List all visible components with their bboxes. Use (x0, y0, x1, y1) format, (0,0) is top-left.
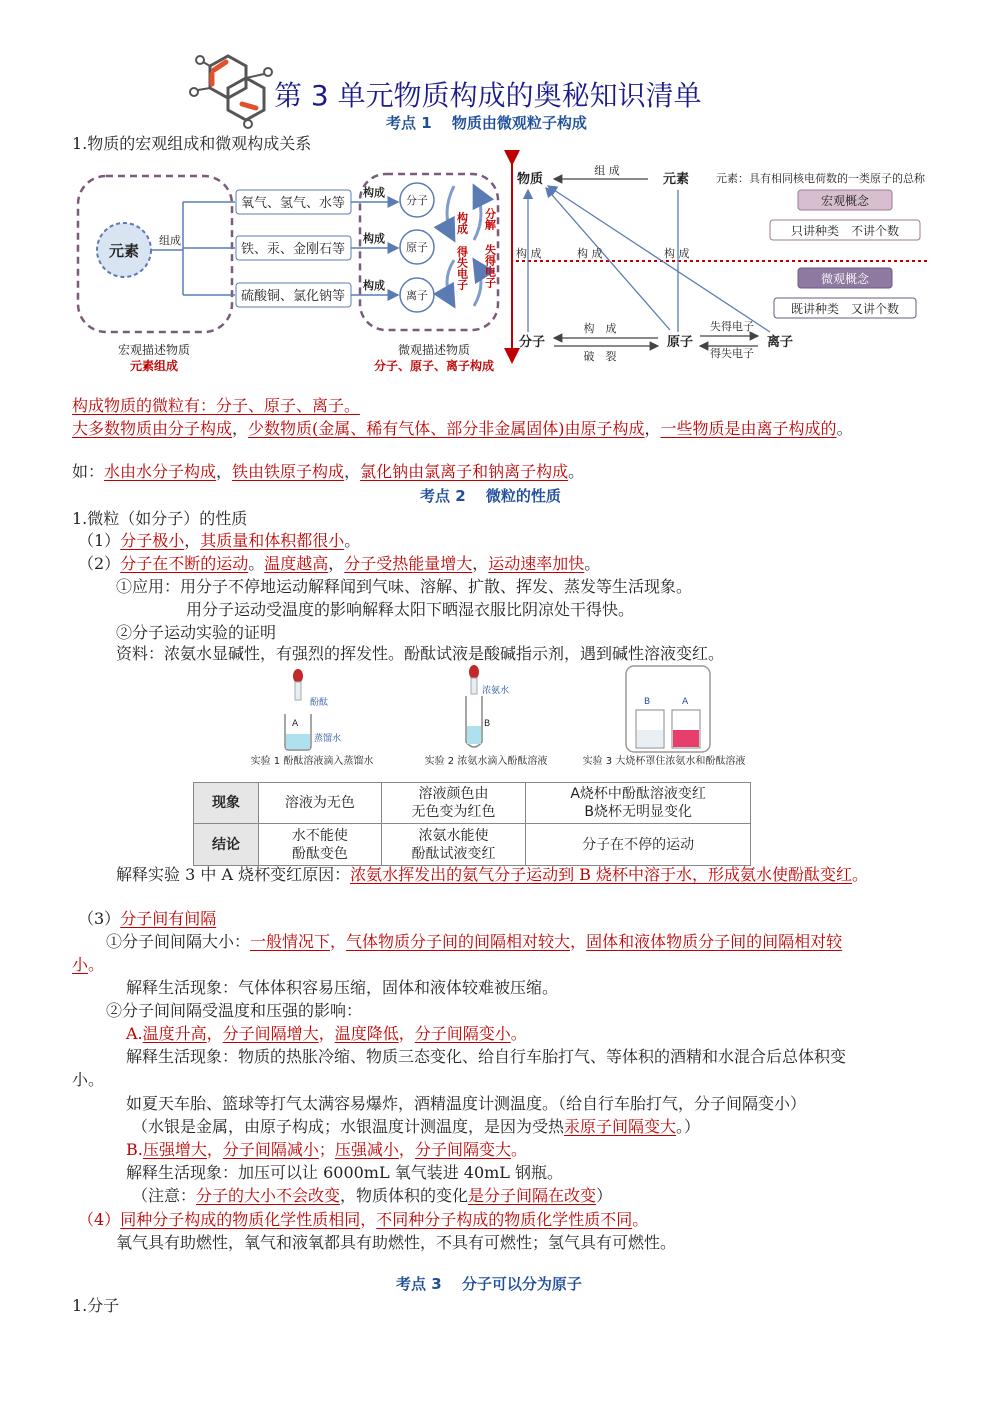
section-k3-title: 考点 3 分子可以分为原子 (396, 1275, 582, 1293)
svg-text:蒸馏水: 蒸馏水 (314, 734, 342, 744)
svg-text:构 成: 构 成 (583, 322, 617, 335)
svg-text:失得电子: 失得电子 (710, 320, 754, 333)
page-title: 第 3 单元物质构成的奥秘知识清单 (274, 79, 702, 112)
s2-hg: （水银是金属，由原子构成；水银温度计测温度，是因为受热汞原子间隔变大。） (132, 1117, 701, 1136)
svg-text:构成: 构成 (455, 212, 469, 234)
svg-text:宏观概念: 宏观概念 (820, 194, 870, 208)
molecule-logo-icon (186, 52, 276, 130)
svg-text:分子: 分子 (518, 335, 546, 350)
svg-text:B: B (644, 697, 651, 707)
svg-text:物质: 物质 (516, 172, 544, 187)
svg-text:微观概念: 微观概念 (820, 272, 870, 286)
svg-text:A: A (292, 719, 299, 729)
svg-text:宏观描述物质: 宏观描述物质 (117, 343, 191, 357)
s2-o2: 氧气具有助燃性，氧气和液氧都具有助燃性，不具有可燃性；氢气具有可燃性。 (116, 1233, 677, 1252)
s2-note: （注意：分子的大小不会改变，物质体积的变化是分子间隔在改变） (132, 1186, 613, 1205)
svg-text:失得电子: 失得电子 (483, 244, 497, 288)
svg-text:原子: 原子 (666, 335, 694, 350)
svg-text:构成: 构成 (363, 279, 385, 292)
svg-text:离子: 离子 (766, 335, 794, 350)
s2-item2: （2）分子在不断的运动。温度越高，分子受热能量增大，运动速率加快。 (78, 554, 601, 573)
s2-app1: ①应用：用分子不停地运动解释闻到气味、溶解、扩散、挥发、蒸发等生活现象。 (116, 577, 693, 596)
s2-app2: 用分子运动受温度的影响解释太阳下晒湿衣服比阴凉处干得快。 (186, 600, 635, 619)
svg-text:构成: 构成 (363, 186, 385, 199)
svg-text:硫酸铜、氯化钠等: 硫酸铜、氯化钠等 (240, 289, 346, 304)
svg-text:得失电子: 得失电子 (455, 246, 469, 290)
svg-text:元素：具有相同核电荷数的一类原子的总称: 元素：具有相同核电荷数的一类原子的总称 (716, 172, 925, 185)
svg-text:实验 2 浓氨水滴入酚酞溶液: 实验 2 浓氨水滴入酚酞溶液 (424, 756, 548, 767)
svg-text:既讲种类 又讲个数: 既讲种类 又讲个数 (790, 302, 900, 316)
s1-heading: 1.物质的宏观组成和微观构成关系 (72, 134, 312, 153)
s1-p3: 如：水由水分子构成，铁由铁原子构成，氯化钠由氯离子和钠离子构成。 (72, 462, 585, 481)
svg-text:离子: 离子 (406, 289, 428, 302)
svg-text:组 成: 组 成 (594, 164, 620, 177)
s2-gap: ①分子间间隔大小：一般情况下，气体物质分子间的间隔相对较大，固体和液体物质分子间的间隔相对较 (106, 932, 843, 951)
s1-p2: 大多数物质由分子构成，少数物质(金属、稀有气体、部分非金属固体)由原子构成，一些物质是由离子构成的。 (72, 419, 853, 438)
svg-text:构 成: 构 成 (516, 247, 542, 260)
svg-text:元素组成: 元素组成 (129, 359, 179, 373)
experiment-table: 现象 溶液为无色 溶液颜色由 无色变为红色 A烧杯中酚酞溶液变红 B烧杯无明显变化 结论 水不能使 酚酞变色 浓氨水能使 酚酞试液变红 分子在不停的运动 (193, 782, 751, 866)
s2-item3: （3）分子间有间隔 (78, 909, 217, 928)
s2-life3: 解释生活现象：加压可以让 6000mL 氧气装进 40mL 钢瓶。 (126, 1163, 564, 1182)
s2-infl: ②分子间间隔受温度和压强的影响： (106, 1001, 363, 1020)
s2-ex1: 如夏天车胎、篮球等打气太满容易爆炸，酒精温度计测温度。（给自行车胎打气，分子间隔变小） (126, 1094, 807, 1113)
s2-life1: 解释生活现象：气体体积容易压缩，固体和液体较难被压缩。 (126, 978, 559, 997)
s2-exp: ②分子运动实验的证明 (116, 623, 277, 642)
s2-life2b: 小。 (72, 1070, 105, 1089)
svg-text:构 成: 构 成 (664, 247, 690, 260)
s3-heading: 1.分子 (72, 1296, 120, 1315)
svg-text:分子、原子、离子构成: 分子、原子、离子构成 (373, 359, 495, 373)
svg-text:实验 3 大烧杯罩住浓氨水和酚酞溶液: 实验 3 大烧杯罩住浓氨水和酚酞溶液 (582, 756, 746, 767)
s2-why: 解释实验 3 中 A 烧杯变红原因：浓氨水挥发出的氨气分子运动到 B 烧杯中溶于水，形成氨水使酚酞变红。 (116, 865, 869, 884)
section-k2-title: 考点 2 微粒的性质 (420, 487, 561, 505)
svg-text:A: A (682, 697, 689, 707)
svg-text:微观描述物质: 微观描述物质 (397, 343, 471, 357)
s2-item4: （4）同种分子构成的物质化学性质相同，不同种分子构成的物质化学性质不同。 (78, 1210, 649, 1229)
svg-text:铁、汞、金刚石等: 铁、汞、金刚石等 (240, 242, 346, 257)
svg-text:实验 1 酚酞溶液滴入蒸馏水: 实验 1 酚酞溶液滴入蒸馏水 (250, 756, 374, 767)
s2-item1: （1）分子极小，其质量和体积都很小。 (78, 531, 361, 550)
s2-life2a: 解释生活现象：物质的热胀冷缩、物质三态变化、给自行车胎打气、等体积的酒精和水混合后总体积变 (126, 1047, 847, 1066)
svg-text:构成: 构成 (363, 232, 385, 245)
svg-text:组成: 组成 (159, 234, 181, 247)
s2-gap-cont: 小。 (72, 955, 105, 974)
section-k1-title: 考点 1 物质由微观粒子构成 (386, 114, 587, 132)
svg-text:分解: 分解 (483, 208, 497, 230)
s2-heading: 1.微粒（如分子）的性质 (72, 509, 248, 528)
svg-text:氧气、氢气、水等: 氧气、氢气、水等 (240, 196, 346, 211)
s2-ref: 资料：浓氨水显碱性，有强烈的挥发性。酚酞试液是酸碱指示剂，遇到碱性溶液变红。 (116, 644, 725, 663)
relation-diagram (70, 150, 940, 375)
svg-text:元素: 元素 (662, 172, 690, 187)
svg-text:原子: 原子 (406, 241, 428, 254)
s2-A: A.温度升高，分子间隔增大，温度降低，分子间隔变小。 (126, 1024, 527, 1043)
s1-p1: 构成物质的微粒有：分子、原子、离子。 (72, 396, 361, 415)
s2-B: B.压强增大，分子间隔减小；压强减小，分子间隔变大。 (126, 1140, 527, 1159)
svg-text:酚酞: 酚酞 (310, 698, 329, 708)
svg-text:构 成: 构 成 (577, 247, 603, 260)
svg-text:分子: 分子 (406, 194, 428, 207)
diagram-element: 元素 (108, 242, 140, 260)
svg-text:B: B (484, 719, 491, 729)
svg-text:得失电子: 得失电子 (710, 347, 754, 360)
svg-text:只讲种类 不讲个数: 只讲种类 不讲个数 (790, 224, 900, 238)
svg-text:浓氨水: 浓氨水 (482, 686, 510, 696)
experiment-figure (240, 660, 770, 772)
svg-text:破 裂: 破 裂 (583, 350, 617, 363)
